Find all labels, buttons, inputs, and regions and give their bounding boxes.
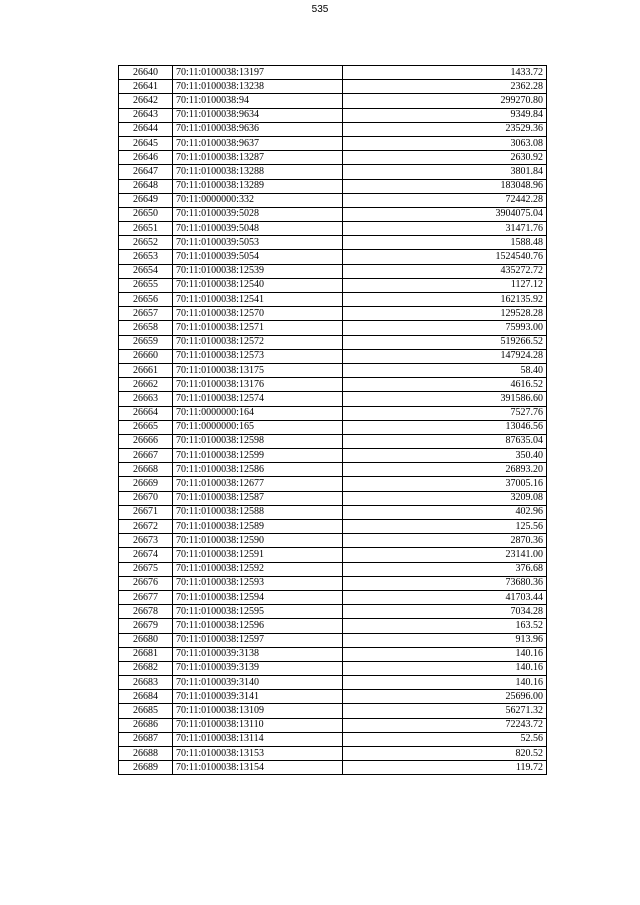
cadastral-number-cell: 70:11:0100038:12587 bbox=[173, 491, 343, 505]
value-cell: 75993.00 bbox=[343, 321, 547, 335]
cadastral-number-cell: 70:11:0100038:12591 bbox=[173, 548, 343, 562]
value-cell: 435272.72 bbox=[343, 264, 547, 278]
table-row bbox=[119, 576, 547, 590]
cadastral-number-cell: 70:11:0100038:12599 bbox=[173, 449, 343, 463]
table-row bbox=[119, 505, 547, 519]
cadastral-number-cell: 70:11:0100039:5054 bbox=[173, 250, 343, 264]
value-cell: 119.72 bbox=[343, 761, 547, 775]
registry-table-body bbox=[119, 66, 547, 775]
table-row bbox=[119, 136, 547, 150]
value-cell: 4616.52 bbox=[343, 378, 547, 392]
cadastral-number-cell: 70:11:0100038:12570 bbox=[173, 307, 343, 321]
row-number-cell: 26668 bbox=[119, 463, 173, 477]
cadastral-number-cell: 70:11:0000000:332 bbox=[173, 193, 343, 207]
value-cell: 125.56 bbox=[343, 520, 547, 534]
cadastral-number-cell: 70:11:0100039:5053 bbox=[173, 236, 343, 250]
row-number-cell: 26672 bbox=[119, 520, 173, 534]
row-number-cell: 26678 bbox=[119, 605, 173, 619]
value-cell: 2362.28 bbox=[343, 80, 547, 94]
cadastral-number-cell: 70:11:0100038:9637 bbox=[173, 136, 343, 150]
value-cell: 41703.44 bbox=[343, 590, 547, 604]
row-number-cell: 26667 bbox=[119, 449, 173, 463]
cadastral-number-cell: 70:11:0100038:12597 bbox=[173, 633, 343, 647]
cadastral-number-cell: 70:11:0100038:12571 bbox=[173, 321, 343, 335]
table-row bbox=[119, 250, 547, 264]
table-row bbox=[119, 676, 547, 690]
value-cell: 140.16 bbox=[343, 661, 547, 675]
cadastral-number-cell: 70:11:0100038:12540 bbox=[173, 278, 343, 292]
row-number-cell: 26683 bbox=[119, 676, 173, 690]
cadastral-number-cell: 70:11:0100038:13287 bbox=[173, 151, 343, 165]
cadastral-number-cell: 70:11:0100038:13154 bbox=[173, 761, 343, 775]
value-cell: 31471.76 bbox=[343, 222, 547, 236]
cadastral-number-cell: 70:11:0100038:12590 bbox=[173, 534, 343, 548]
cadastral-number-cell: 70:11:0100038:13110 bbox=[173, 718, 343, 732]
row-number-cell: 26643 bbox=[119, 108, 173, 122]
row-number-cell: 26660 bbox=[119, 349, 173, 363]
cadastral-number-cell: 70:11:0100038:12539 bbox=[173, 264, 343, 278]
table-row bbox=[119, 761, 547, 775]
table-row bbox=[119, 222, 547, 236]
cadastral-number-cell: 70:11:0100038:13288 bbox=[173, 165, 343, 179]
row-number-cell: 26651 bbox=[119, 222, 173, 236]
value-cell: 3209.08 bbox=[343, 491, 547, 505]
table-row bbox=[119, 207, 547, 221]
value-cell: 183048.96 bbox=[343, 179, 547, 193]
table-row bbox=[119, 335, 547, 349]
page-number: 535 bbox=[311, 4, 329, 15]
table-row bbox=[119, 94, 547, 108]
cadastral-number-cell: 70:11:0100038:13109 bbox=[173, 704, 343, 718]
value-cell: 87635.04 bbox=[343, 434, 547, 448]
row-number-cell: 26675 bbox=[119, 562, 173, 576]
table-row bbox=[119, 108, 547, 122]
value-cell: 820.52 bbox=[343, 747, 547, 761]
value-cell: 58.40 bbox=[343, 363, 547, 377]
value-cell: 140.16 bbox=[343, 676, 547, 690]
value-cell: 1433.72 bbox=[343, 66, 547, 80]
cadastral-number-cell: 70:11:0100038:12598 bbox=[173, 434, 343, 448]
value-cell: 3904075.04 bbox=[343, 207, 547, 221]
row-number-cell: 26679 bbox=[119, 619, 173, 633]
table-row bbox=[119, 704, 547, 718]
table-row bbox=[119, 661, 547, 675]
value-cell: 72442.28 bbox=[343, 193, 547, 207]
value-cell: 913.96 bbox=[343, 633, 547, 647]
table-row bbox=[119, 321, 547, 335]
table-row bbox=[119, 520, 547, 534]
row-number-cell: 26648 bbox=[119, 179, 173, 193]
cadastral-number-cell: 70:11:0100038:12572 bbox=[173, 335, 343, 349]
value-cell: 52.56 bbox=[343, 732, 547, 746]
value-cell: 56271.32 bbox=[343, 704, 547, 718]
row-number-cell: 26676 bbox=[119, 576, 173, 590]
table-row bbox=[119, 66, 547, 80]
cadastral-number-cell: 70:11:0100038:94 bbox=[173, 94, 343, 108]
table-row bbox=[119, 747, 547, 761]
cadastral-number-cell: 70:11:0100038:13153 bbox=[173, 747, 343, 761]
cadastral-number-cell: 70:11:0100038:13197 bbox=[173, 66, 343, 80]
cadastral-number-cell: 70:11:0100038:12586 bbox=[173, 463, 343, 477]
value-cell: 72243.72 bbox=[343, 718, 547, 732]
cadastral-number-cell: 70:11:0000000:165 bbox=[173, 420, 343, 434]
value-cell: 129528.28 bbox=[343, 307, 547, 321]
table-row bbox=[119, 590, 547, 604]
cadastral-number-cell: 70:11:0100038:13289 bbox=[173, 179, 343, 193]
row-number-cell: 26663 bbox=[119, 392, 173, 406]
row-number-cell: 26650 bbox=[119, 207, 173, 221]
value-cell: 13046.56 bbox=[343, 420, 547, 434]
row-number-cell: 26642 bbox=[119, 94, 173, 108]
table-row bbox=[119, 732, 547, 746]
row-number-cell: 26665 bbox=[119, 420, 173, 434]
value-cell: 37005.16 bbox=[343, 477, 547, 491]
table-row bbox=[119, 122, 547, 136]
registry-table bbox=[118, 65, 547, 775]
cadastral-number-cell: 70:11:0100038:12677 bbox=[173, 477, 343, 491]
value-cell: 7527.76 bbox=[343, 406, 547, 420]
value-cell: 140.16 bbox=[343, 647, 547, 661]
cadastral-number-cell: 70:11:0100039:3141 bbox=[173, 690, 343, 704]
row-number-cell: 26658 bbox=[119, 321, 173, 335]
table-row bbox=[119, 363, 547, 377]
value-cell: 391586.60 bbox=[343, 392, 547, 406]
cadastral-number-cell: 70:11:0100038:13175 bbox=[173, 363, 343, 377]
table-row bbox=[119, 236, 547, 250]
cadastral-number-cell: 70:11:0100038:12541 bbox=[173, 293, 343, 307]
row-number-cell: 26686 bbox=[119, 718, 173, 732]
row-number-cell: 26649 bbox=[119, 193, 173, 207]
cadastral-number-cell: 70:11:0100038:12574 bbox=[173, 392, 343, 406]
table-row bbox=[119, 349, 547, 363]
table-row bbox=[119, 434, 547, 448]
row-number-cell: 26669 bbox=[119, 477, 173, 491]
value-cell: 402.96 bbox=[343, 505, 547, 519]
table-row bbox=[119, 392, 547, 406]
table-row bbox=[119, 307, 547, 321]
cadastral-number-cell: 70:11:0100039:3138 bbox=[173, 647, 343, 661]
table-row bbox=[119, 690, 547, 704]
value-cell: 147924.28 bbox=[343, 349, 547, 363]
value-cell: 26893.20 bbox=[343, 463, 547, 477]
row-number-cell: 26670 bbox=[119, 491, 173, 505]
row-number-cell: 26666 bbox=[119, 434, 173, 448]
row-number-cell: 26688 bbox=[119, 747, 173, 761]
value-cell: 1127.12 bbox=[343, 278, 547, 292]
cadastral-number-cell: 70:11:0100038:12595 bbox=[173, 605, 343, 619]
row-number-cell: 26654 bbox=[119, 264, 173, 278]
value-cell: 1524540.76 bbox=[343, 250, 547, 264]
cadastral-number-cell: 70:11:0000000:164 bbox=[173, 406, 343, 420]
table-row bbox=[119, 463, 547, 477]
table-row bbox=[119, 179, 547, 193]
row-number-cell: 26659 bbox=[119, 335, 173, 349]
table-row bbox=[119, 477, 547, 491]
row-number-cell: 26682 bbox=[119, 661, 173, 675]
row-number-cell: 26645 bbox=[119, 136, 173, 150]
table-row bbox=[119, 548, 547, 562]
value-cell: 2630.92 bbox=[343, 151, 547, 165]
table-row bbox=[119, 406, 547, 420]
row-number-cell: 26681 bbox=[119, 647, 173, 661]
row-number-cell: 26641 bbox=[119, 80, 173, 94]
row-number-cell: 26656 bbox=[119, 293, 173, 307]
value-cell: 9349.84 bbox=[343, 108, 547, 122]
row-number-cell: 26647 bbox=[119, 165, 173, 179]
row-number-cell: 26657 bbox=[119, 307, 173, 321]
row-number-cell: 26655 bbox=[119, 278, 173, 292]
value-cell: 163.52 bbox=[343, 619, 547, 633]
cadastral-number-cell: 70:11:0100038:12596 bbox=[173, 619, 343, 633]
cadastral-number-cell: 70:11:0100038:12588 bbox=[173, 505, 343, 519]
value-cell: 519266.52 bbox=[343, 335, 547, 349]
table-row bbox=[119, 278, 547, 292]
value-cell: 73680.36 bbox=[343, 576, 547, 590]
cadastral-number-cell: 70:11:0100038:12592 bbox=[173, 562, 343, 576]
value-cell: 3063.08 bbox=[343, 136, 547, 150]
table-row bbox=[119, 378, 547, 392]
table-row bbox=[119, 718, 547, 732]
cadastral-number-cell: 70:11:0100038:9636 bbox=[173, 122, 343, 136]
cadastral-number-cell: 70:11:0100038:9634 bbox=[173, 108, 343, 122]
cadastral-number-cell: 70:11:0100038:13176 bbox=[173, 378, 343, 392]
value-cell: 2870.36 bbox=[343, 534, 547, 548]
table-row bbox=[119, 80, 547, 94]
value-cell: 376.68 bbox=[343, 562, 547, 576]
value-cell: 299270.80 bbox=[343, 94, 547, 108]
value-cell: 1588.48 bbox=[343, 236, 547, 250]
cadastral-number-cell: 70:11:0100038:12594 bbox=[173, 590, 343, 604]
row-number-cell: 26674 bbox=[119, 548, 173, 562]
table-row bbox=[119, 491, 547, 505]
row-number-cell: 26677 bbox=[119, 590, 173, 604]
cadastral-number-cell: 70:11:0100039:3139 bbox=[173, 661, 343, 675]
table-row bbox=[119, 633, 547, 647]
table-row bbox=[119, 449, 547, 463]
row-number-cell: 26640 bbox=[119, 66, 173, 80]
cadastral-number-cell: 70:11:0100038:13238 bbox=[173, 80, 343, 94]
value-cell: 350.40 bbox=[343, 449, 547, 463]
row-number-cell: 26671 bbox=[119, 505, 173, 519]
table-row bbox=[119, 420, 547, 434]
table-row bbox=[119, 264, 547, 278]
value-cell: 25696.00 bbox=[343, 690, 547, 704]
cadastral-number-cell: 70:11:0100038:12573 bbox=[173, 349, 343, 363]
cadastral-number-cell: 70:11:0100039:5048 bbox=[173, 222, 343, 236]
table-row bbox=[119, 647, 547, 661]
table-row bbox=[119, 562, 547, 576]
row-number-cell: 26661 bbox=[119, 363, 173, 377]
cadastral-number-cell: 70:11:0100039:5028 bbox=[173, 207, 343, 221]
table-row bbox=[119, 605, 547, 619]
value-cell: 3801.84 bbox=[343, 165, 547, 179]
table-row bbox=[119, 293, 547, 307]
value-cell: 162135.92 bbox=[343, 293, 547, 307]
row-number-cell: 26664 bbox=[119, 406, 173, 420]
row-number-cell: 26646 bbox=[119, 151, 173, 165]
table-row bbox=[119, 165, 547, 179]
cadastral-number-cell: 70:11:0100038:12593 bbox=[173, 576, 343, 590]
value-cell: 7034.28 bbox=[343, 605, 547, 619]
row-number-cell: 26684 bbox=[119, 690, 173, 704]
row-number-cell: 26662 bbox=[119, 378, 173, 392]
cadastral-number-cell: 70:11:0100038:12589 bbox=[173, 520, 343, 534]
row-number-cell: 26673 bbox=[119, 534, 173, 548]
cadastral-number-cell: 70:11:0100038:13114 bbox=[173, 732, 343, 746]
row-number-cell: 26644 bbox=[119, 122, 173, 136]
row-number-cell: 26685 bbox=[119, 704, 173, 718]
row-number-cell: 26680 bbox=[119, 633, 173, 647]
table-row bbox=[119, 619, 547, 633]
row-number-cell: 26687 bbox=[119, 732, 173, 746]
value-cell: 23141.00 bbox=[343, 548, 547, 562]
cadastral-number-cell: 70:11:0100039:3140 bbox=[173, 676, 343, 690]
table-row bbox=[119, 151, 547, 165]
row-number-cell: 26689 bbox=[119, 761, 173, 775]
value-cell: 23529.36 bbox=[343, 122, 547, 136]
table-row bbox=[119, 193, 547, 207]
row-number-cell: 26652 bbox=[119, 236, 173, 250]
table-row bbox=[119, 534, 547, 548]
row-number-cell: 26653 bbox=[119, 250, 173, 264]
